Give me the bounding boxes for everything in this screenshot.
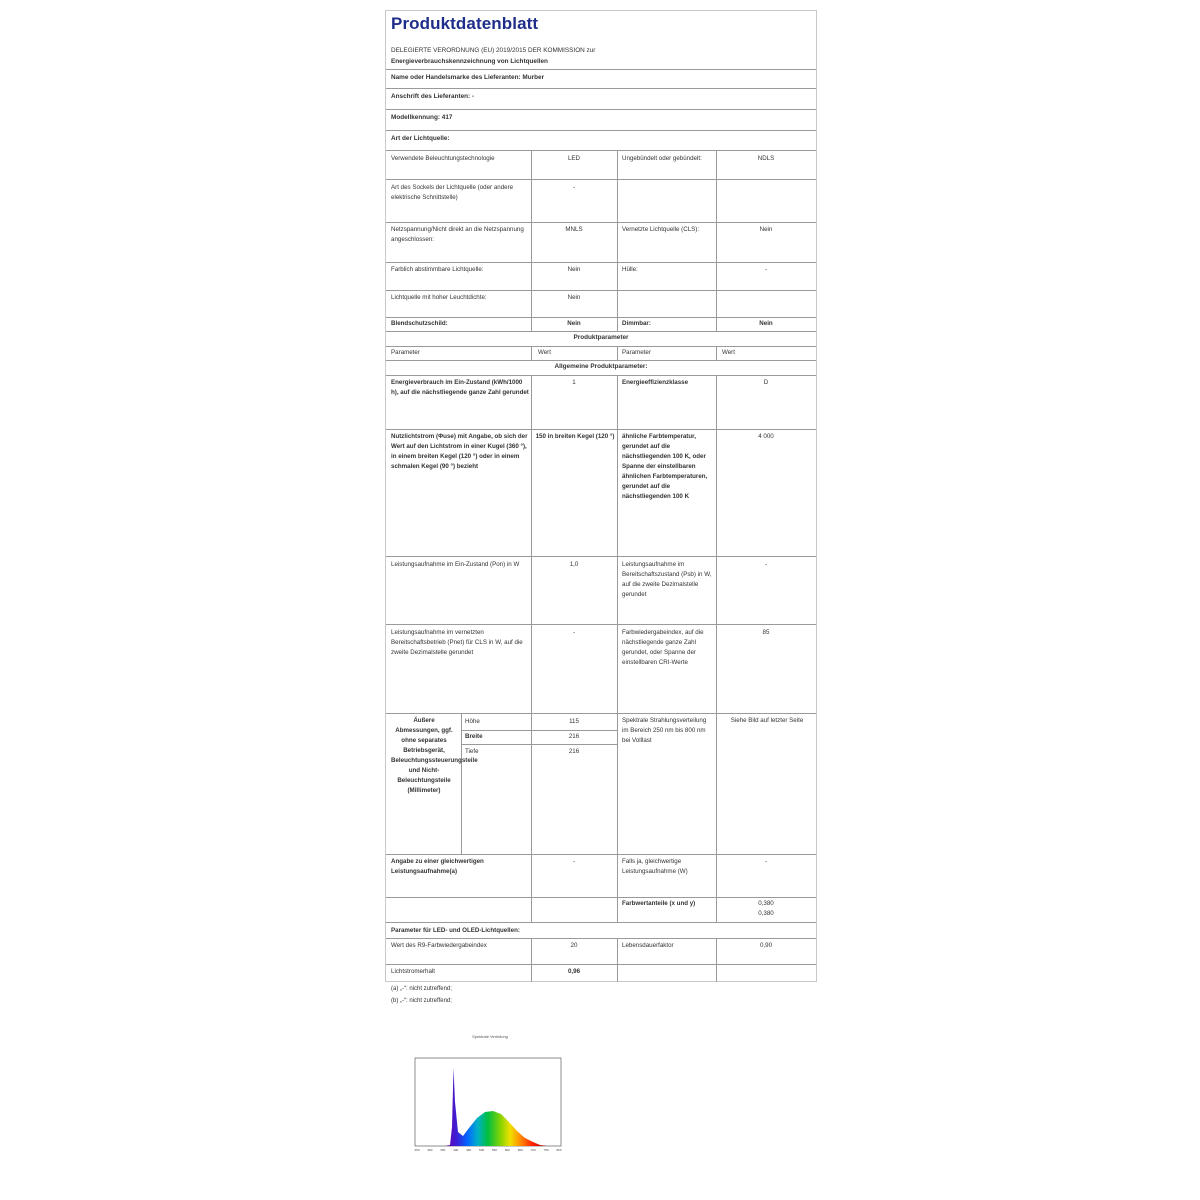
energy-consumption-label: Energieverbrauch im Ein-Zustand (kWh/1000 h), auf die nächstliegende ganze Zahl gerundet [391, 379, 529, 396]
regulation-line: DELEGIERTE VERORDNUNG (EU) 2019/2015 DER KOMMISSION zur [391, 47, 596, 54]
divider [386, 624, 816, 625]
spectral-distribution-label: Spektrale Strahlungsverteilung im Bereich 250 nm bis 800 nm bei Volllast [622, 717, 707, 744]
cct-label: ähnliche Farbtemperatur, gerundet auf die nächstliegenden 100 K, oder Spanne der einstellbaren ähnlichen Farbtemperaturen, gerundet auf die nächstliegenden 100 K [622, 433, 708, 500]
divider [531, 375, 532, 922]
survival-factor-value: 0,90 [759, 942, 773, 949]
mains-label: Netzspannung/Nicht direkt an die Netzspannung angeschlossen: [391, 226, 524, 243]
cct-value: 4 000 [758, 433, 774, 440]
standby-power-value: - [764, 561, 768, 568]
cls-value: Nein [759, 226, 773, 233]
spectrum-tick-label: 550 [491, 1148, 497, 1152]
high-luminance-label: Lichtquelle mit hoher Leuchtdichte: [391, 294, 487, 301]
lightsource-type: Art der Lichtquelle: [391, 135, 450, 142]
divider [617, 151, 618, 331]
divider [716, 375, 717, 922]
spectrum-tick-label: 500 [479, 1148, 485, 1152]
product-parameters-heading: Produktparameter [573, 334, 629, 341]
column-value-2: Wert [722, 349, 735, 356]
spectrum-tick-label: 400 [453, 1148, 459, 1152]
r9-label: Wert des R9-Farbwiedergabeindex [391, 942, 487, 949]
directional-value: NDLS [757, 155, 775, 162]
supplier-address: Anschrift des Lieferanten: - [391, 93, 475, 100]
lighting-technology-label: Verwendete Beleuchtungstechnologie [391, 155, 495, 162]
general-parameters-heading: Allgemeine Produktparameter: [554, 363, 648, 370]
divider [386, 556, 816, 557]
page-title: Produktdatenblatt [391, 14, 539, 33]
spectrum-tick-label: 700 [530, 1148, 536, 1152]
footnote-a: (a) „-“: nicht zutreffend; [391, 986, 452, 992]
survival-factor-label: Lebensdauerfaktor [622, 942, 674, 949]
led-parameters-heading: Parameter für LED- und OLED-Lichtquellen: [391, 927, 520, 934]
model-row [386, 110, 816, 131]
divider [386, 346, 816, 347]
divider [386, 317, 816, 318]
chromaticity-y-value: 0,380 [758, 910, 774, 917]
spectrum-tick-label: 450 [466, 1148, 472, 1152]
divider [461, 744, 617, 745]
on-mode-power-label: Leistungsaufnahme im Ein-Zustand (Pon) in W [391, 561, 520, 568]
divider [386, 360, 816, 361]
type-row [386, 131, 816, 151]
divider [386, 897, 816, 898]
regulation-bold-line: Energieverbrauchskennzeichnung von Lichtquellen [391, 58, 548, 65]
height-value: 115 [569, 718, 579, 725]
divider [617, 938, 618, 982]
divider [386, 713, 816, 714]
divider [531, 151, 532, 331]
divider [386, 262, 816, 263]
energy-class-value: D [763, 379, 769, 386]
regulation-text [391, 45, 811, 67]
supplier-address-row [386, 89, 816, 110]
cri-label: Farbwiedergabeindex, auf die nächstliegende ganze Zahl gerundet, oder Spanne der einstellbaren CRI-Werte [622, 629, 704, 666]
tunable-value: Nein [567, 266, 581, 273]
divider [386, 429, 816, 430]
divider [531, 346, 532, 360]
spectrum-tick-label: 750 [543, 1148, 549, 1152]
spectrum-tick-label: 350 [440, 1148, 446, 1152]
column-value: Wert [538, 349, 551, 356]
networked-standby-value: - [572, 629, 576, 636]
envelope-value: - [764, 266, 768, 273]
spectrum-tick-label: 250 [414, 1148, 420, 1152]
divider [716, 151, 717, 331]
spectrum-tick-label: 300 [427, 1148, 433, 1152]
divider [386, 331, 816, 332]
divider [461, 730, 617, 731]
dimensions-label: Äußere Abmessungen, ggf. ohne separates Betriebsgerät, Beleuchtungssteuerungsteile und Nicht-Beleuchtungsteile (Millimeter) [391, 717, 478, 794]
energy-consumption-value: 1 [572, 379, 576, 386]
divider [386, 290, 816, 291]
divider [386, 179, 816, 180]
glare-shield-value: Nein [567, 320, 581, 327]
width-value: 216 [568, 733, 580, 740]
r9-value: 20 [570, 942, 578, 949]
spectrum-chart [405, 1032, 575, 1157]
divider [386, 375, 816, 376]
directional-label: Ungebündelt oder gebündelt: [622, 155, 702, 162]
socket-value: - [572, 184, 576, 191]
divider [386, 922, 816, 923]
standby-power-label: Leistungsaufnahme im Bereitschaftszustand (Psb) in W, auf die zweite Dezimalstelle gerundet [622, 561, 712, 598]
depth-value: 216 [568, 748, 580, 755]
supplier-name: Name oder Handelsmarke des Lieferanten: Murber [391, 74, 545, 81]
divider [716, 938, 717, 982]
spectral-distribution-value: Siehe Bild auf letzter Seite [730, 717, 804, 724]
high-luminance-value: Nein [567, 294, 581, 301]
model-id: Modellkennung: 417 [391, 114, 453, 121]
divider [386, 964, 816, 965]
depth-label: Tiefe [465, 748, 479, 755]
equivalent-power-w-label: Falls ja, gleichwertige Leistungsaufnahme (W) [622, 858, 688, 875]
column-parameter-2: Parameter [622, 349, 651, 356]
spectrum-tick-label: 800 [556, 1148, 562, 1152]
glare-shield-label: Blendschutzschild: [391, 320, 448, 327]
on-mode-power-value: 1,0 [569, 561, 579, 568]
tunable-label: Farblich abstimmbare Lichtquelle: [391, 266, 484, 273]
spectrum-x-ticks [414, 1148, 561, 1152]
dimmable-value: Nein [759, 320, 773, 327]
lumen-maintenance-label: Lichtstromerhalt [391, 968, 436, 975]
lighting-technology-value: LED [567, 155, 581, 162]
chromaticity-x-value: 0,380 [758, 900, 774, 907]
equivalent-power-label: Angabe zu einer gleichwertigen Leistungsaufnahme(a) [391, 858, 484, 875]
divider [716, 346, 717, 360]
spectrum-title: Spektrale Verteilung [472, 1034, 508, 1039]
energy-class-label: Energieeffizienzklasse [622, 379, 689, 386]
divider [386, 222, 816, 223]
chromaticity-label: Farbwertanteile (x und y) [622, 900, 696, 907]
divider [461, 713, 462, 854]
divider [386, 854, 816, 855]
height-label: Höhe [465, 718, 480, 725]
socket-label: Art des Sockels der Lichtquelle (oder andere elektrische Schnittstelle) [391, 184, 514, 201]
cls-label: Vernetzte Lichtquelle (CLS): [622, 226, 700, 233]
spectrum-tick-label: 650 [517, 1148, 523, 1152]
equivalent-power-w-value: - [764, 858, 768, 865]
divider [531, 938, 532, 982]
width-label: Breite [465, 733, 483, 740]
cri-value: 85 [762, 629, 770, 636]
supplier-name-row [386, 70, 816, 89]
divider [617, 346, 618, 360]
useful-flux-label: Nutzlichtstrom (Φuse) mit Angabe, ob sich der Wert auf den Lichtstrom in einer Kugel (360 °), in einem breiten Kegel (120 °) oder in einem schmalen Kegel (90 °) bezieht [391, 433, 528, 470]
lumen-maintenance-value: 0,96 [567, 968, 581, 975]
useful-flux-value: 150 in breiten Kegel (120 °) [535, 433, 615, 440]
spectrum-tick-label: 600 [504, 1148, 510, 1152]
dimmable-label: Dimmbar: [622, 320, 651, 327]
mains-value: MNLS [565, 226, 583, 233]
networked-standby-label: Leistungsaufnahme im vernetzten Bereitschaftsbetrieb (Pnet) für CLS in W, auf die zweite Dezimalstelle gerundet [391, 629, 523, 656]
column-parameter: Parameter [391, 349, 420, 356]
equivalent-power-value: - [572, 858, 576, 865]
envelope-label: Hülle: [622, 266, 638, 273]
divider [617, 375, 618, 922]
divider [386, 938, 816, 939]
footnote-b: (b) „-“: nicht zutreffend; [391, 998, 452, 1004]
